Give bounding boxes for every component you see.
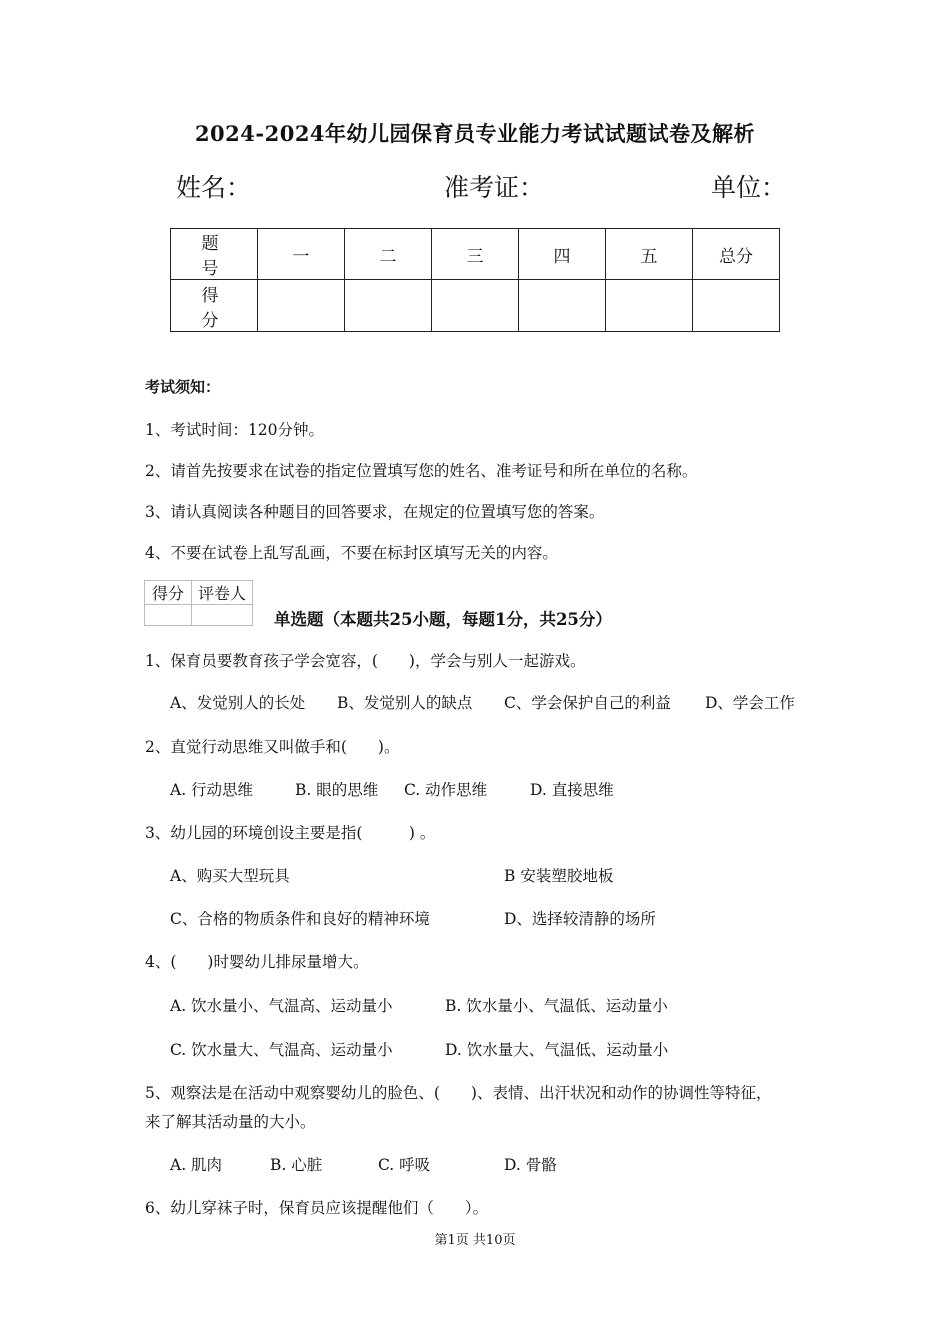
score-cell — [606, 280, 693, 332]
notice-heading: 考试须知： — [145, 378, 221, 396]
question-option: B. 眼的思维 — [295, 781, 379, 799]
score-header-cell: 三 — [432, 229, 519, 280]
page-footer: 第1页 共10页 — [434, 1233, 516, 1248]
candidate-info-row — [0, 168, 950, 204]
score-cell — [432, 280, 519, 332]
score-header-cell: 五 — [606, 229, 693, 280]
question-option: D、选择较清静的场所 — [504, 910, 656, 928]
notice-item: 1、考试时间：120分钟。 — [145, 421, 324, 439]
score-cell — [693, 280, 780, 332]
unit-label: 单位： — [711, 173, 787, 202]
question-stem-continued: 来了解其活动量的大小。 — [145, 1113, 316, 1131]
page-title: 2024-2024年幼儿园保育员专业能力考试试题试卷及解析 — [194, 121, 756, 146]
question-option: A. 行动思维 — [170, 781, 254, 799]
question-option: D. 饮水量大、气温低、运动量小 — [445, 1041, 669, 1059]
question-option: C、学会保护自己的利益 — [504, 694, 671, 712]
notice-item: 4、不要在试卷上乱写乱画，不要在标封区填写无关的内容。 — [145, 544, 558, 562]
score-header-cell: 题 号 — [171, 229, 258, 280]
question-stem: 5、观察法是在活动中观察婴幼儿的脸色、( )、表情、出汗状况和动作的协调性等特征， — [145, 1084, 772, 1102]
score-header-cell: 四 — [519, 229, 606, 280]
section-title: 单选题（本题共25小题，每题1分，共25分） — [274, 610, 612, 629]
grader-score-label: 得分 — [145, 581, 192, 605]
question-stem: 6、幼儿穿袜子时，保育员应该提醒他们（ ）。 — [145, 1199, 489, 1217]
score-cell — [345, 280, 432, 332]
exam-number-label: 准考证： — [444, 173, 545, 202]
question-option: C. 饮水量大、气温高、运动量小 — [170, 1041, 393, 1059]
question-option: A. 饮水量小、气温高、运动量小 — [170, 997, 393, 1015]
question-option: D. 直接思维 — [530, 781, 614, 799]
question-option: A、发觉别人的长处 — [170, 694, 306, 712]
question-stem: 1、保育员要教育孩子学会宽容，( )，学会与别人一起游戏。 — [145, 652, 586, 670]
score-header-cell: 总分 — [693, 229, 780, 280]
question-option: A、购买大型玩具 — [170, 867, 290, 885]
question-option: B. 心脏 — [270, 1156, 323, 1174]
question-stem: 4、( )时婴幼儿排尿量增大。 — [145, 953, 369, 971]
question-option: D、学会工作 — [705, 694, 795, 712]
notice-item: 3、请认真阅读各种题目的回答要求，在规定的位置填写您的答案。 — [145, 503, 605, 521]
question-stem: 2、直觉行动思维又叫做手和( )。 — [145, 738, 400, 756]
score-table — [170, 228, 780, 332]
score-table-header-row — [171, 229, 780, 280]
question-option: D. 骨骼 — [504, 1156, 557, 1174]
score-cell — [519, 280, 606, 332]
score-table-score-row — [171, 280, 780, 332]
grader-reviewer-cell — [192, 605, 253, 626]
grader-score-cell — [145, 605, 192, 626]
notice-item: 2、请首先按要求在试卷的指定位置填写您的姓名、准考证号和所在单位的名称。 — [145, 462, 698, 480]
question-option: A. 肌肉 — [170, 1156, 223, 1174]
score-header-cell: 一 — [258, 229, 345, 280]
score-header-cell: 二 — [345, 229, 432, 280]
score-row-label: 得 分 — [171, 280, 258, 332]
question-option: C、合格的物质条件和良好的精神环境 — [170, 910, 430, 928]
question-stem: 3、幼儿园的环境创设主要是指( ) 。 — [145, 824, 436, 842]
question-option: C. 动作思维 — [404, 781, 488, 799]
question-option: B. 饮水量小、气温低、运动量小 — [445, 997, 668, 1015]
grader-reviewer-label: 评卷人 — [192, 581, 253, 605]
question-option: C. 呼吸 — [378, 1156, 431, 1174]
score-cell — [258, 280, 345, 332]
name-label: 姓名： — [176, 173, 252, 202]
question-option: B、发觉别人的缺点 — [337, 694, 473, 712]
grader-box — [144, 580, 253, 626]
question-option: B 安装塑胶地板 — [504, 867, 614, 885]
